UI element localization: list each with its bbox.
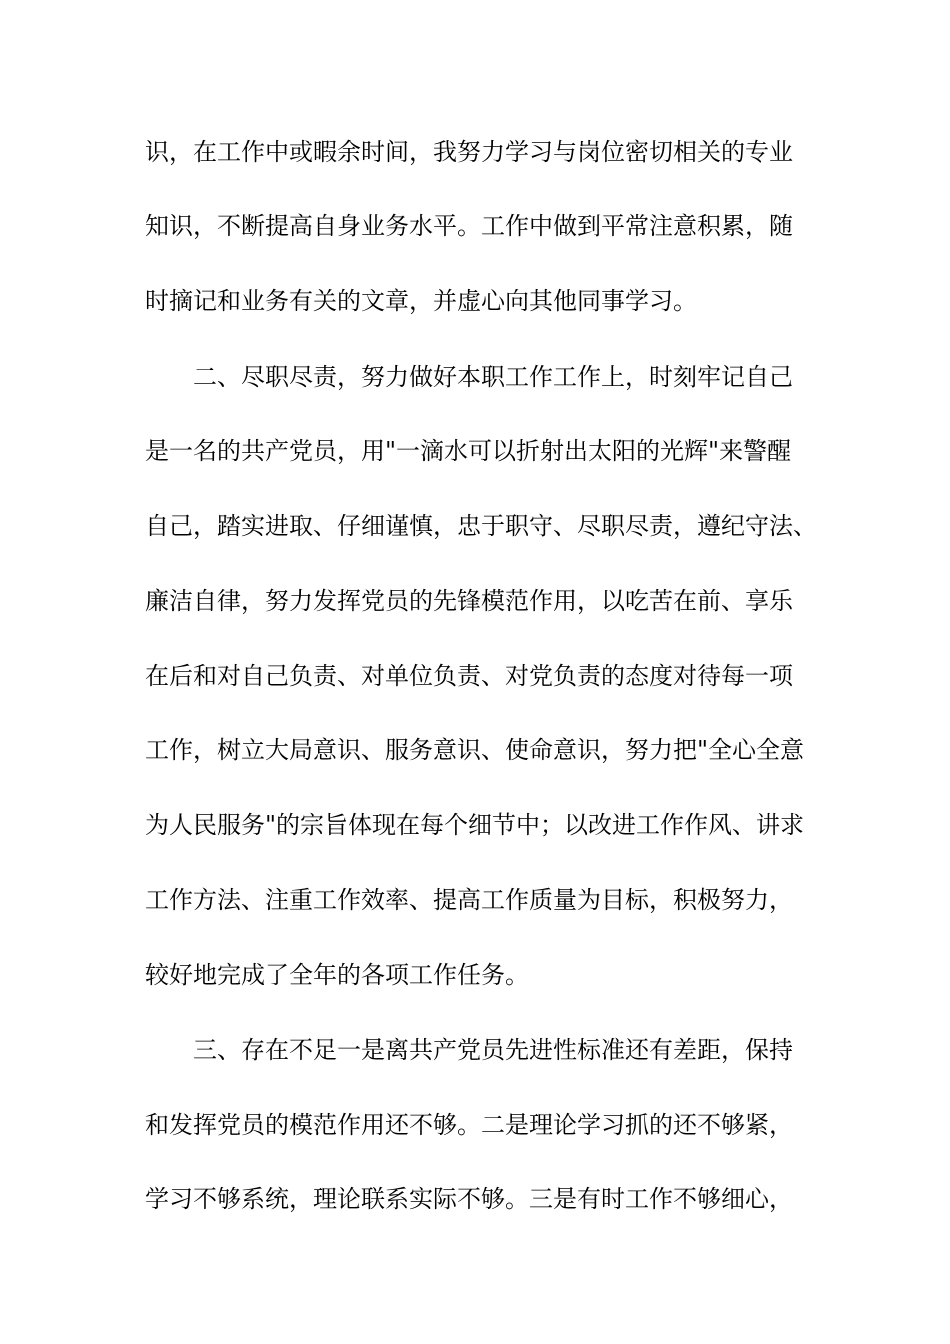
text-line-15: 学习不够系统，理论联系实际不够。三是有时工作不够细心， [145, 1185, 793, 1213]
text-line-3: 时摘记和业务有关的文章，并虚心向其他同事学习。 [145, 287, 697, 315]
text-line-8: 在后和对自己负责、对单位负责、对党负责的态度对待每一项 [145, 662, 793, 690]
text-line-11: 工作方法、注重工作效率、提高工作质量为目标，积极努力， [145, 886, 793, 914]
text-line-6: 自己，踏实进取、仔细谨慎，忠于职守、尽职尽责，遵纪守法、 [145, 512, 817, 540]
text-line-2: 知识，不断提高自身业务水平。工作中做到平常注意积累，随 [145, 212, 793, 240]
text-line-1: 识，在工作中或暇余时间，我努力学习与岗位密切相关的专业 [145, 138, 793, 166]
text-line-12: 较好地完成了全年的各项工作任务。 [145, 961, 529, 989]
text-line-7: 廉洁自律，努力发挥党员的先锋模范作用，以吃苦在前、享乐 [145, 587, 793, 615]
text-line-5: 是一名的共产党员，用"一滴水可以折射出太阳的光辉"来警醒 [145, 437, 792, 465]
text-line-14: 和发挥党员的模范作用还不够。二是理论学习抓的还不够紧， [145, 1111, 793, 1139]
paragraph-3-first-line: 三、存在不足一是离共产党员先进性标准还有差距，保持 [193, 1036, 793, 1064]
text-line-9: 工作，树立大局意识、服务意识、使命意识，努力把"全心全意 [145, 736, 805, 764]
paragraph-2-first-line: 二、尽职尽责，努力做好本职工作工作上，时刻牢记自己 [193, 363, 793, 391]
text-line-10: 为人民服务"的宗旨体现在每个细节中；以改进工作作风、讲求 [145, 811, 805, 839]
